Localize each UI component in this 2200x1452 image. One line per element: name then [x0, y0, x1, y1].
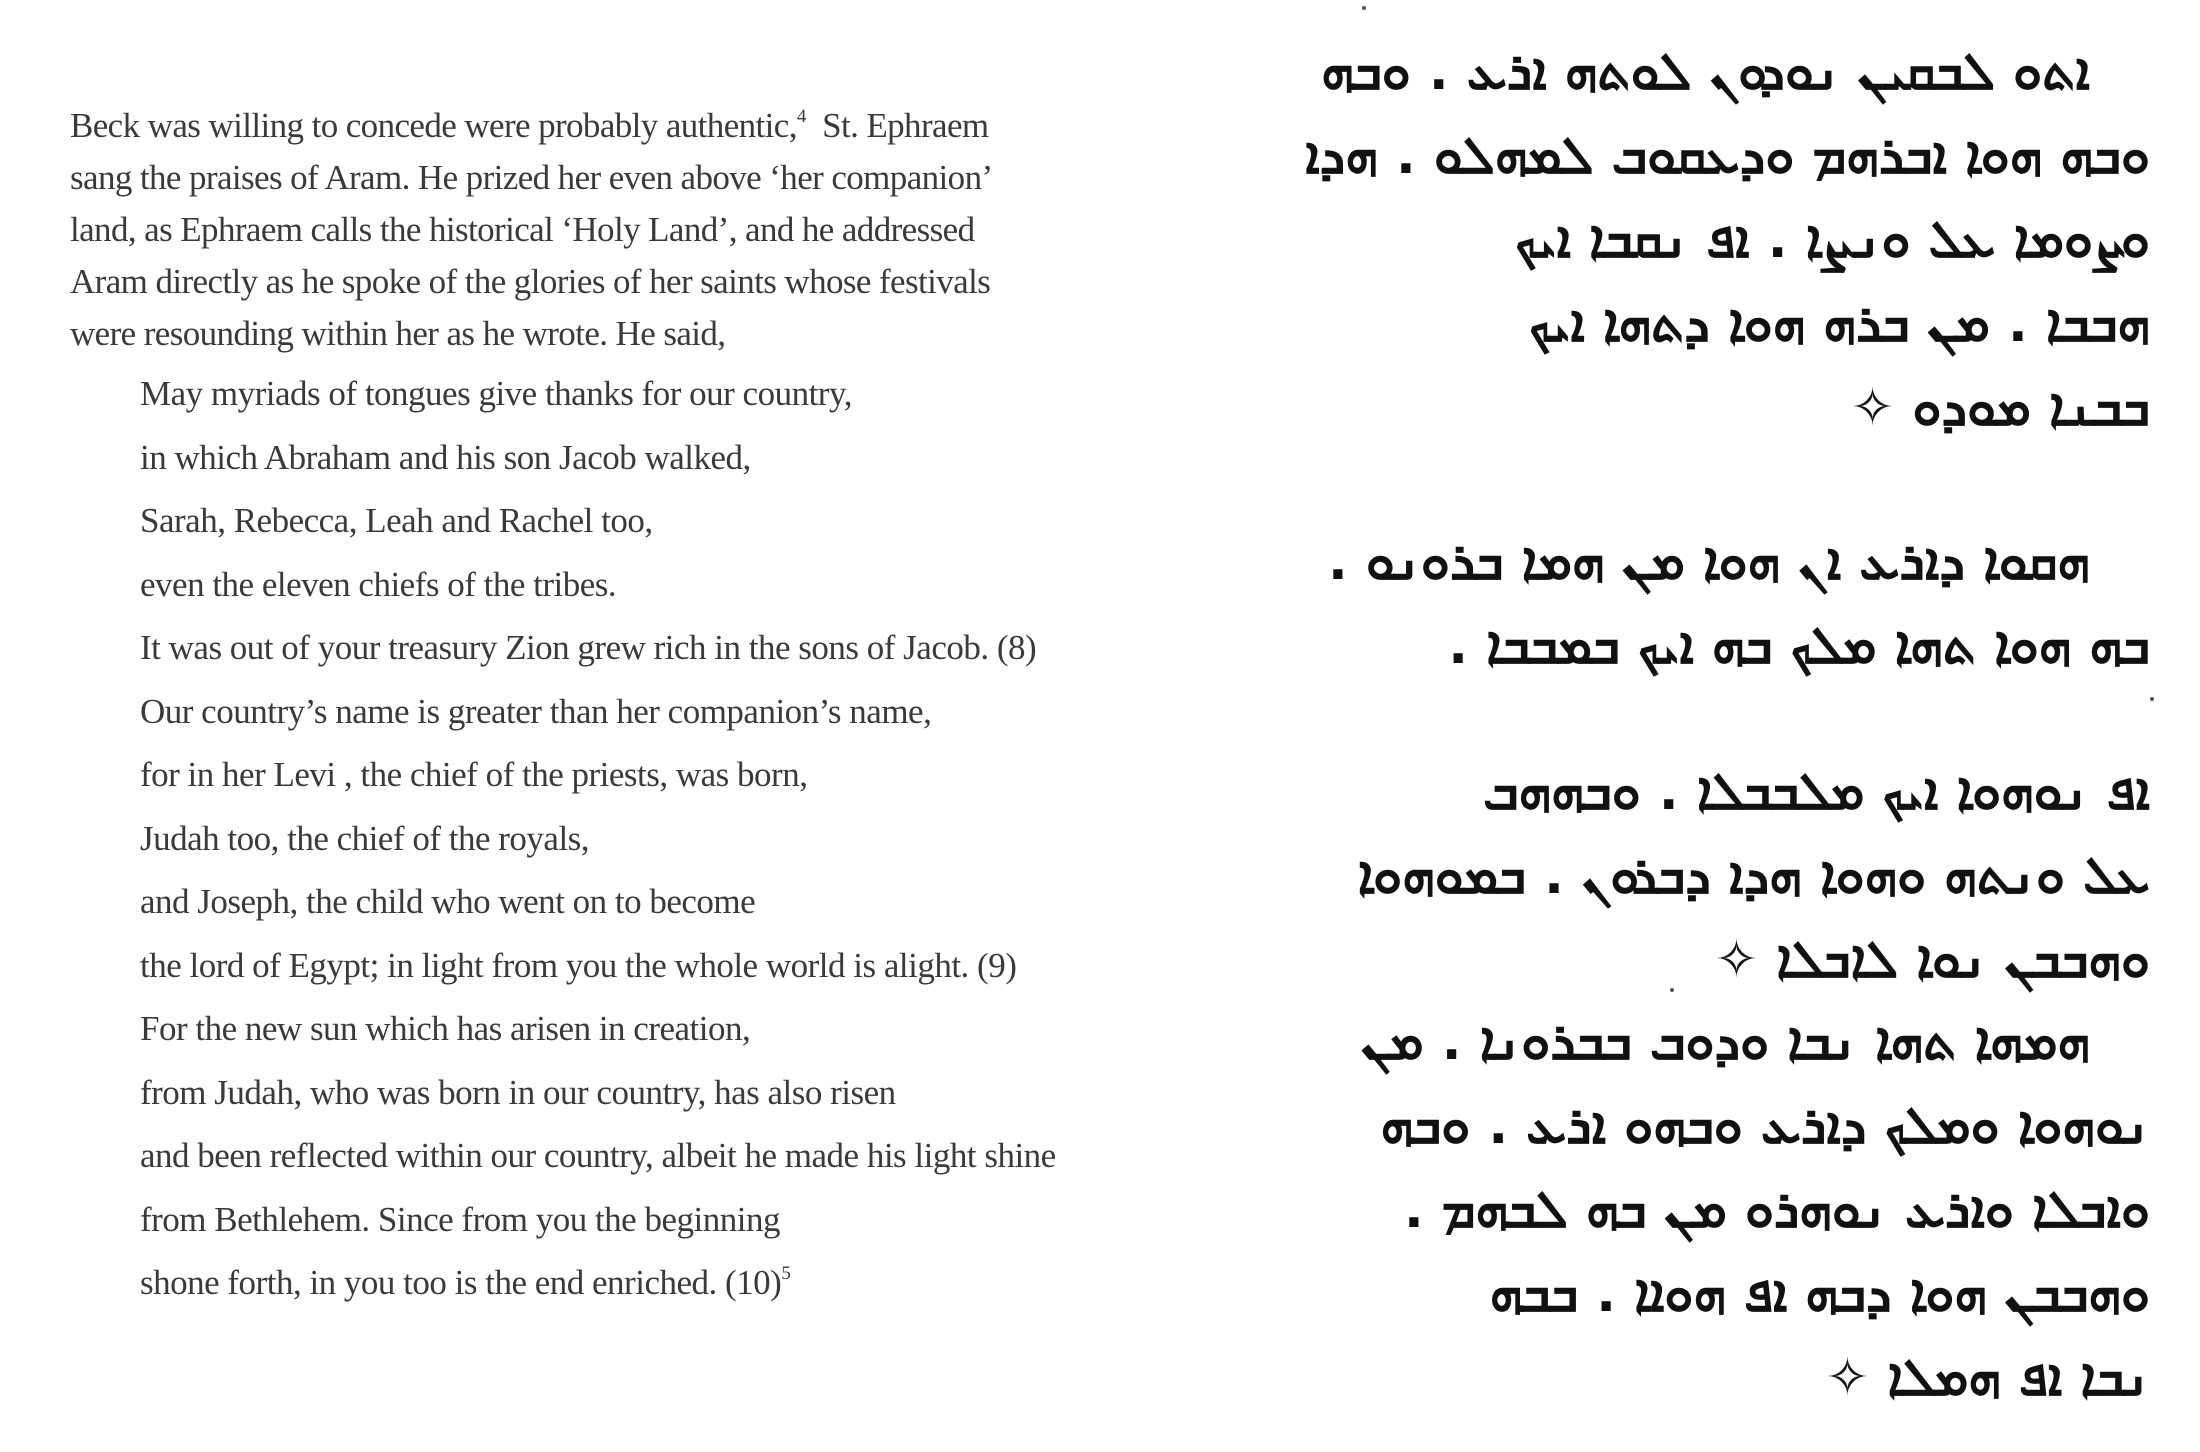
- scan-speck: [1670, 988, 1674, 992]
- footnote-marker[interactable]: 4: [796, 106, 806, 127]
- syriac-line: ܐܬܘ ܠܒܩܝܢ ܢܘܕܘܢ ܠܘܬܗ ܐܪܥ . ܘܒܗ: [1321, 42, 2090, 102]
- poem-line: and been reflected within our country, albeit he made his light shine: [140, 1136, 1056, 1175]
- footnote-marker[interactable]: 5: [781, 1263, 791, 1284]
- poem-line: shone forth, in you too is the end enriched. $(10)^5$: [140, 1263, 791, 1302]
- syriac-line: ܗܩܘܐ ܕܐܪܥ ܐܢ ܗܘܐ ܡܢ ܗܡܐ ܒܪܘܢܘ .: [1327, 532, 2090, 592]
- poem-block: [140, 362, 1160, 1315]
- syriac-line: ܘܗܒܒܢ ܗܘܐ ܕܒܗ ܐܦ ܗܘܐܐ . ܒܒܗ: [1489, 1264, 2150, 1324]
- prose-line: Beck was willing to concede were probably authentic,$^4$ St. Ephraem: [70, 106, 989, 145]
- syriac-line: ܢܘܗܘܐ ܘܡܠܟ ܕܐܪܥ ܘܒܗܘ ܐܪܥ . ܘܒܗ: [1380, 1096, 2150, 1156]
- prose-line: land, as Ephraem calls the historical ‘Holy Land’, and he addressed: [70, 210, 975, 249]
- poem-line: May myriads of tongues give thanks for our country,: [140, 374, 852, 413]
- scan-speck: [1362, 6, 1366, 10]
- syriac-line: ܘܗܒܒܢ ܢܘܐ ܠܐܒܠܐ ✧: [1714, 930, 2150, 990]
- poem-line: Our country’s name is greater than her companion’s name,: [140, 691, 932, 731]
- syriac-stanza: [1290, 520, 2150, 688]
- scan-speck: [2150, 697, 2154, 701]
- prose-line: sang the praises of Aram. He prized her even above ‘her companion’: [70, 158, 993, 197]
- poem-line: the lord of Egypt; in light from you the whole world is alight. (9): [140, 945, 1017, 985]
- poem-line: Judah too, the chief of the royals,: [140, 818, 590, 858]
- syriac-text-column: [1290, 30, 2170, 1430]
- prose-line: were resounding within her as he wrote. He said,: [70, 314, 726, 353]
- syriac-line: ܥܠ ܘܢܬܗ ܘܗܘܐ ܗܕܐ ܕܒܪܘܢ . ܒܡܘܗܘܐ: [1357, 846, 2150, 906]
- poem-line: in which Abraham and his son Jacob walked,: [140, 437, 751, 477]
- syriac-line: ܗܡܗܐ ܬܗܐ ܢܒܐ ܘܕܘܒ ܒܒܪܘܢܐ . ܡܢ: [1361, 1012, 2090, 1072]
- poem-line: For the new sun which has arisen in creation,: [140, 1009, 751, 1048]
- syriac-line: ܢܒܐ ܐܦ ܗܡܠܐ ✧: [1825, 1348, 2150, 1408]
- poem-line: Sarah, Rebecca, Leah and Rachel too,: [140, 501, 653, 540]
- syriac-line: ܘܒܗ ܗܘܐ ܐܒܪܗܡ ܘܕܥܩܘܒ ܠܡܗܠܘ . ܗܕܐ: [1305, 126, 2150, 186]
- syriac-stanza: [1290, 750, 2150, 1002]
- english-text-column: [70, 100, 1160, 1315]
- prose-line: Aram directly as he spoke of the glories of her saints whose festivals: [70, 262, 991, 301]
- syriac-stanza: [1290, 30, 2150, 450]
- syriac-line: ܘܐܒܠܐ ܘܐܪܥ ܢܘܗܪܘ ܡܢ ܒܗ ܠܒܗܡ .: [1403, 1180, 2150, 1240]
- syriac-stanza: [1290, 1000, 2150, 1420]
- poem-line: from Bethlehem. Since from you the beginning: [140, 1199, 780, 1239]
- syriac-line: ܘܨܘܡܐ ܥܠ ܘܢܨܐ . ܐܦ ܢܩܒܐ ܐܝܟ: [1515, 210, 2150, 270]
- poem-line: even the eleven chiefs of the tribes.: [140, 564, 617, 604]
- syriac-line: ܐܦ ܢܘܗܘܐ ܐܝܟ ܡܠܒܒܠܐ . ܘܒܗܗܒ: [1483, 762, 2150, 822]
- poem-line: for in her Levi , the chief of the priests, was born,: [140, 755, 808, 794]
- prose-paragraph: [70, 100, 1160, 360]
- poem-line: It was out of your treasury Zion grew rich in the sons of Jacob. (8): [140, 628, 1037, 667]
- poem-line: from Judah, who was born in our country, has also risen: [140, 1072, 896, 1112]
- poem-line: and Joseph, the child who went on to become: [140, 882, 756, 921]
- syriac-line: ܒܗ ܗܘܐ ܬܗܐ ܡܠܟ ܒܗ ܐܝܟ ܒܡܒܒܐ .: [1448, 616, 2150, 676]
- syriac-line: ܗܒܒܐ . ܡܢ ܒܪܗ ܗܘܐ ܕܬܗܐ ܐܝܟ: [1528, 294, 2150, 354]
- syriac-line: ܒܒܢܐ ܡܘܕܘ ✧: [1850, 378, 2150, 438]
